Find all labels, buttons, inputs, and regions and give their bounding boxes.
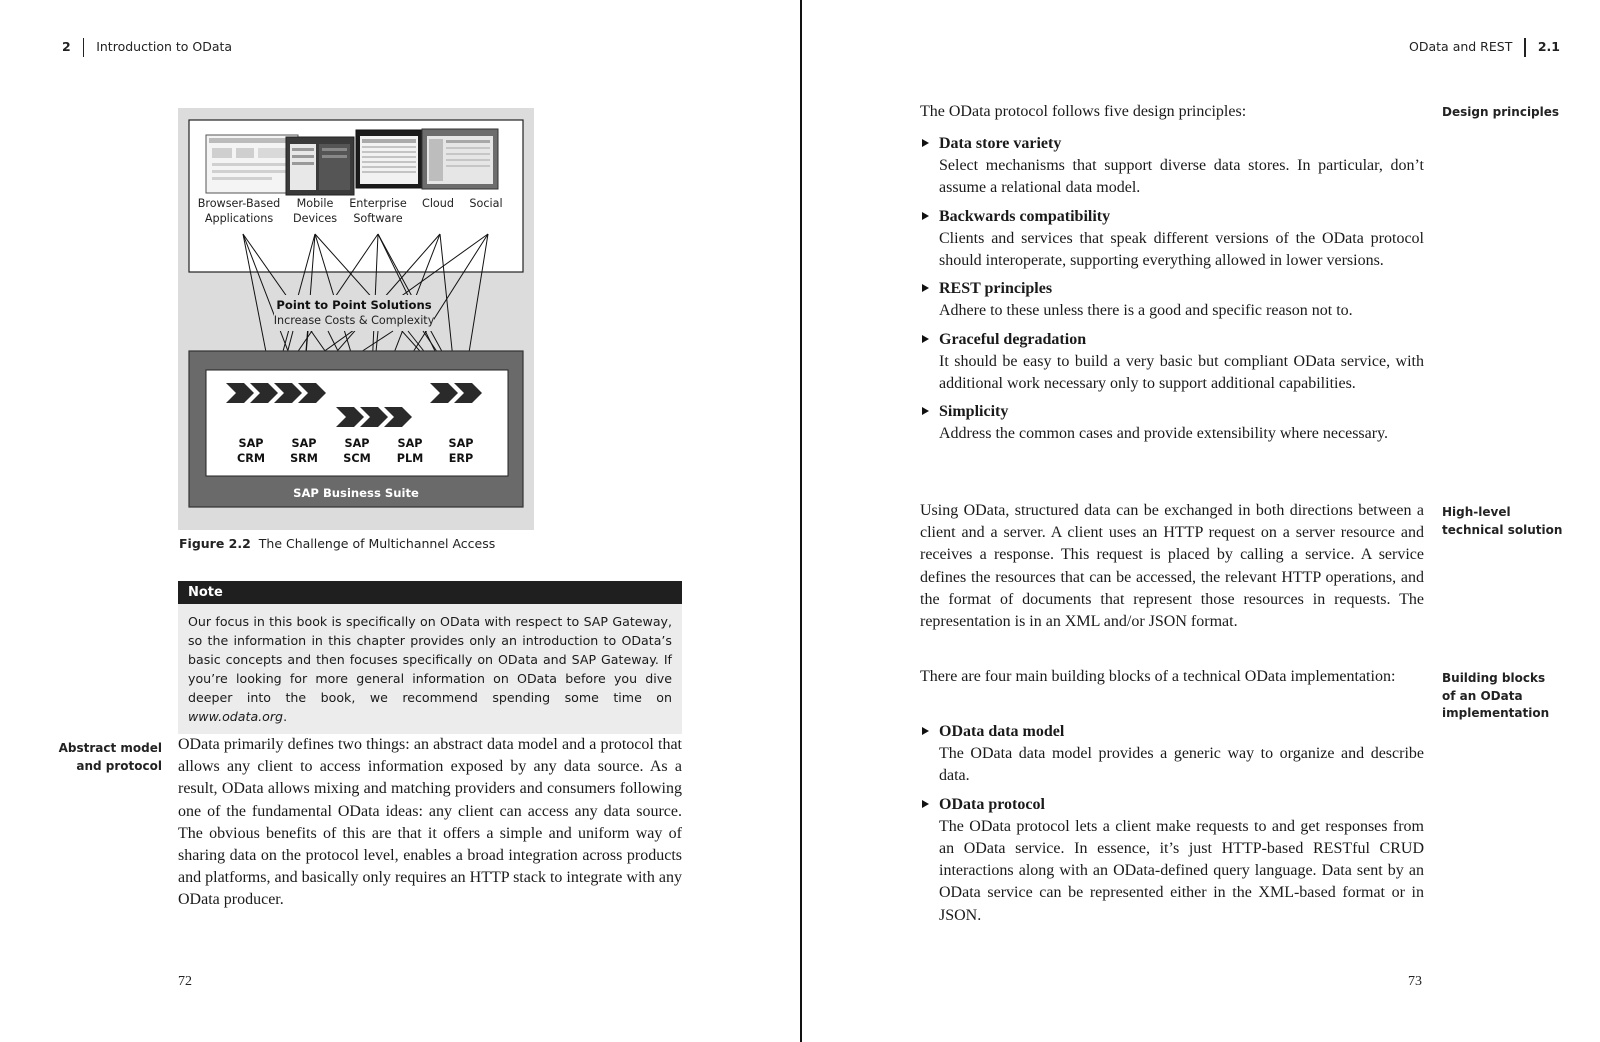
system-label-5a: SAP	[448, 437, 474, 450]
chapter-number: 2	[62, 39, 71, 54]
section-title: OData and REST	[1409, 39, 1513, 54]
list-item-desc: Clients and services that speak different versions of the OData protocol should interoperate, supporting everything allowed in lower versions.	[939, 229, 1424, 270]
list-item-title: OData data model	[939, 723, 1065, 740]
bullet-triangle-icon	[922, 284, 929, 292]
figure-diagram	[178, 108, 534, 530]
bullet-triangle-icon	[922, 335, 929, 343]
bullet-triangle-icon	[922, 727, 929, 735]
right-page	[802, 0, 1600, 1042]
list-item-title: Simplicity	[939, 403, 1009, 421]
note-body: Our focus in this book is specifically on OData with respect to SAP Gateway, so the information in this chapter provides only an introduction to OData’s basic concepts and then focuses specifically on OData and SAP Gateway. If you’re looking for more general information on OData before you dive deeper into the book, we recommend spending some time on	[188, 614, 672, 705]
figure-caption	[179, 536, 495, 551]
system-label-4a: SAP	[397, 437, 423, 450]
margin-note-line: and protocol	[76, 758, 162, 773]
channel-label-2b: Devices	[292, 212, 338, 225]
margin-note-abstract-model	[52, 740, 162, 775]
list-item-title: Data store variety	[939, 135, 1062, 152]
margin-note-line: technical solution	[1442, 522, 1563, 537]
list-item	[920, 401, 1424, 445]
list-item-desc: The OData data model provides a generic way to organize and describe data.	[939, 745, 1424, 785]
system-label-2a: SAP	[291, 437, 317, 450]
list-item-desc: The OData protocol lets a client make requests to and get responses from an OData service. In essence, it’s just HTTP-based RESTful CRUD interactions along with an OData-defined query language. Data sent by an OData service can be represented either in the XML-based format or in JSON.	[939, 817, 1424, 924]
bullet-triangle-icon	[922, 407, 929, 415]
head-divider	[83, 38, 85, 57]
paragraph-four-blocks: There are four main building blocks of a technical OData implementation:	[920, 668, 1396, 685]
channel-label-2a: Mobile	[296, 197, 334, 210]
list-item-desc: Adhere to these unless there is a good and specific reason not to.	[939, 302, 1353, 320]
screenshot-enterprise-icon	[356, 130, 422, 188]
list-item	[920, 278, 1424, 322]
channel-label-3b: Software	[353, 212, 403, 225]
margin-note-high-level	[1442, 504, 1562, 539]
suite-label: SAP Business Suite	[293, 486, 419, 500]
bullet-triangle-icon	[922, 800, 929, 808]
system-label-1a: SAP	[238, 437, 264, 450]
system-label-3b: SCM	[343, 452, 371, 465]
channel-label-1a: Browser-Based	[197, 197, 281, 210]
figure-multichannel	[178, 108, 534, 530]
list-item	[920, 794, 1424, 927]
bullet-triangle-icon	[922, 212, 929, 220]
system-label-3a: SAP	[344, 437, 370, 450]
list-item-title: Graceful degradation	[939, 330, 1087, 348]
screenshot-mobile-icon	[286, 137, 354, 195]
paragraph-intro: The OData protocol follows five design principles:	[920, 103, 1247, 120]
bullet-triangle-icon	[922, 139, 929, 147]
list-item-desc: Address the common cases and provide extensibility where necessary.	[939, 425, 1389, 443]
chapter-title: Introduction to OData	[96, 39, 233, 54]
list-item	[920, 133, 1424, 200]
page-number-left: 72	[178, 974, 192, 989]
list-item-desc: Select mechanisms that support diverse data stores. In particular, don’t assume a relational data model.	[939, 157, 1424, 197]
list-item-title: Backwards compatibility	[939, 207, 1111, 225]
system-label-1b: CRM	[237, 452, 265, 465]
channel-label-5a: Social	[469, 197, 503, 210]
middle-title: Point to Point Solutions	[276, 298, 432, 312]
list-item-title: OData protocol	[939, 795, 1045, 813]
design-principles-list	[920, 133, 1424, 452]
figure-number: Figure 2.2	[179, 536, 251, 551]
margin-note-line: of an OData	[1442, 688, 1523, 703]
margin-note-line: High-level	[1442, 505, 1511, 519]
margin-note-line: Building blocks	[1442, 671, 1546, 685]
page-number-right: 73	[1408, 974, 1422, 989]
screenshot-cloud-icon	[422, 129, 498, 189]
channel-label-1b: Applications	[204, 212, 274, 225]
note-end: .	[283, 709, 288, 724]
note-link[interactable]: www.odata.org	[188, 709, 284, 724]
list-item	[920, 329, 1424, 396]
list-item-desc: It should be easy to build a very basic but compliant OData service, with additional work necessary only to support additional capabilities.	[939, 352, 1424, 393]
note-title: Note	[178, 581, 682, 604]
margin-note-building-blocks	[1442, 670, 1549, 723]
section-number: 2.1	[1537, 39, 1560, 54]
channel-label-4a: Cloud	[422, 197, 454, 210]
head-divider	[1524, 38, 1526, 57]
list-item	[920, 206, 1424, 273]
list-item	[920, 721, 1424, 788]
note-box	[178, 581, 682, 734]
system-label-2b: SRM	[290, 452, 318, 465]
margin-note-line: Abstract model	[58, 741, 162, 755]
margin-note-line: implementation	[1442, 706, 1550, 720]
figure-caption-text: The Challenge of Multichannel Access	[258, 536, 496, 551]
paragraph-abstract-model: OData primarily defines two things: an abstract data model and a protocol that allows any client to access information exposed by any data source. As a result, OData allows mixing and matching providers and consumers following one of the fundamental OData ideas: any client can access any data source. The obvious benefits of this are that it offers a simple and uniform way of sharing data on the protocol level, enables a broad integration across products and platforms, and basically only requires an HTTP stack to integrate with any OData producer.	[178, 736, 682, 909]
channel-label-3a: Enterprise	[349, 197, 407, 210]
running-head-left	[62, 38, 232, 57]
paragraph-using-odata: Using OData, structured data can be exchanged in both directions between a client and a server. A client uses an HTTP request on a server resource and receives a response. This request is placed by calling a service. A service defines the resources that can be accessed, the relevant HTTP operations, and the format of documents that represent those resources in requests. The representation is in an XML and/or JSON format.	[920, 502, 1424, 631]
system-label-5b: ERP	[448, 452, 474, 465]
system-label-4b: PLM	[396, 452, 424, 465]
running-head-right	[1409, 38, 1560, 57]
middle-subtitle: Increase Costs & Complexity	[273, 314, 435, 327]
note-text	[178, 604, 682, 734]
margin-note-design-principles: Design principles	[1442, 105, 1560, 119]
list-item-title: REST principles	[939, 280, 1053, 298]
screenshot-browser-icon	[206, 135, 298, 193]
building-blocks-list	[920, 721, 1424, 933]
